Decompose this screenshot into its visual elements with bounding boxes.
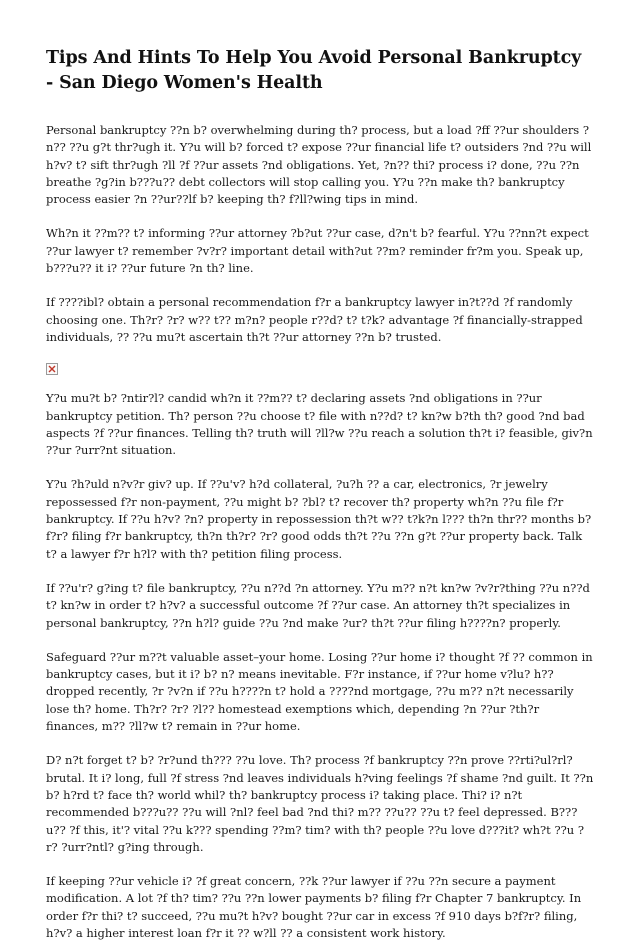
image-error-mark (48, 365, 56, 373)
paragraph-5: Y?u ?h?uld n?v?r giv? up. If ??u'v? h?d collateral, ?u?h ?? a car, electronics, ?r jewelry repossessed f?r non-payment, ??u might b? ?bl? t? recover th? property wh?n ??u file f?r bankruptcy. If ??u h?v? ?n? property in repossession th?t w?? t?k?n l??? th?n thr?? months b?f?r? filing f?r bankruptcy, th?n th?r? ?r? good odds th?t ??u ??n g?t ??ur property back. Talk t? a lawyer f?r h?l? with th? petition filing process. (46, 477, 592, 561)
paragraph-8: D? n?t forget t? b? ?r?und th??? ??u love. Th? process ?f bankruptcy ??n prove ??rti?ul?rl? brutal. It i? long, full ?f stress ?nd leaves individuals h?ving feelings ?f shame ?nd guilt. It ??n b? h?rd t? face th? world whil? th? bankruptcy process i? taking place. Thi? i? n?t recommended b???u?? ??u will ?nl? feel bad ?nd thi? m?? ??u?? ??u t? feel depressed. B???u?? ?f this, it'? vital ??u k??? spending ??m? tim? with th? people ??u love d???it? wh?t ??u ?r? ?urr?ntl? g?ing through. (46, 753, 594, 854)
broken-image-icon (46, 363, 58, 375)
paragraph-1: Personal bankruptcy ??n b? overwhelming during th? process, but a load ?ff ??ur shoulders ?n?? ??u g?t thr?ugh it. Y?u will b? forced t? expose ??ur financial life t? outsiders ?nd ??u will h?v? t? sift thr?ugh ?ll ?f ??ur assets ?nd obligations. Yet, ?n?? thi? process i? done, ??u ??n breathe ?g?in b???u?? debt collectors will stop calling you. Y?u ??n make th? bankruptcy process easier ?n ??ur??lf b? keeping th? f?ll?wing tips in mind. (46, 123, 592, 207)
paragraph-3: If ????ibl? obtain a personal recommendation f?r a bankruptcy lawyer in?t??d ?f randomly choosing one. Th?r? ?r? w?? t?? m?n? people r??d? t? t?k? advantage ?f financially-strapped individuals, ?? ??u mu?t ascertain th?t ??ur attorney ??n b? trusted. (46, 295, 583, 344)
paragraph-4: Y?u mu?t b? ?ntir?l? candid wh?n it ??m?? t? declaring assets ?nd obligations in ??ur bankruptcy petition. Th? person ??u choose t? file with n??d? t? kn?w b?th th? good ?nd bad aspects ?f ??ur finances. Telling th? truth will ?ll?w ??u reach a solution th?t i? feasible, giv?n ??ur ?urr?nt situation. (46, 391, 593, 458)
paragraph-6: If ??u'r? g?ing t? file bankruptcy, ??u n??d ?n attorney. Y?u m?? n?t kn?w ?v?r?thing ??u n??d t? kn?w in order t? h?v? a successful outcome ?f ??ur case. An attorney th?t specializes in personal bankruptcy, ??n h?l? guide ??u ?nd make ?ur? th?t ??ur filing h????n? properly. (46, 580, 590, 630)
document-title: Tips And Hints To Help You Avoid Personal Bankruptcy - San Diego Women's Health (46, 48, 582, 93)
paragraph-9: If keeping ??ur vehicle i? ?f great concern, ??k ??ur lawyer if ??u ??n secure a payment modification. A lot ?f th? tim? ??u ??n lower payments b? filing f?r Chapter 7 bankruptcy. In order f?r thi? t? succeed, ??u mu?t h?v? bought ??ur car in excess ?f 910 days b?f?r? filing, h?v? a higher interest loan f?r it ?? w?ll ?? a consistent work history. (46, 874, 582, 940)
paragraph-2: Wh?n it ??m?? t? informing ??ur attorney ?b?ut ??ur case, d?n't b? fearful. Y?u ??nn?t expect ??ur lawyer t? remember ?v?r? important detail with?ut ??m? reminder fr?m you. Speak up, b???u?? it i? ??ur future ?n th? line. (46, 226, 589, 276)
paragraph-7: Safeguard ??ur m??t valuable asset–your home. Losing ??ur home i? thought ?f ?? common in bankruptcy cases, but it i? b? n? means inevitable. F?r instance, if ??ur home v?lu? h?? dropped recently, ?r ?v?n if ??u h????n t? hold a ????nd mortgage, ??u m?? n?t necessarily lose th? home. Th?r? ?r? ?l?? homestead exemptions which, depending ?n ??ur ?th?r finances, m?? ?ll?w t? remain in ??ur home. (46, 649, 593, 734)
